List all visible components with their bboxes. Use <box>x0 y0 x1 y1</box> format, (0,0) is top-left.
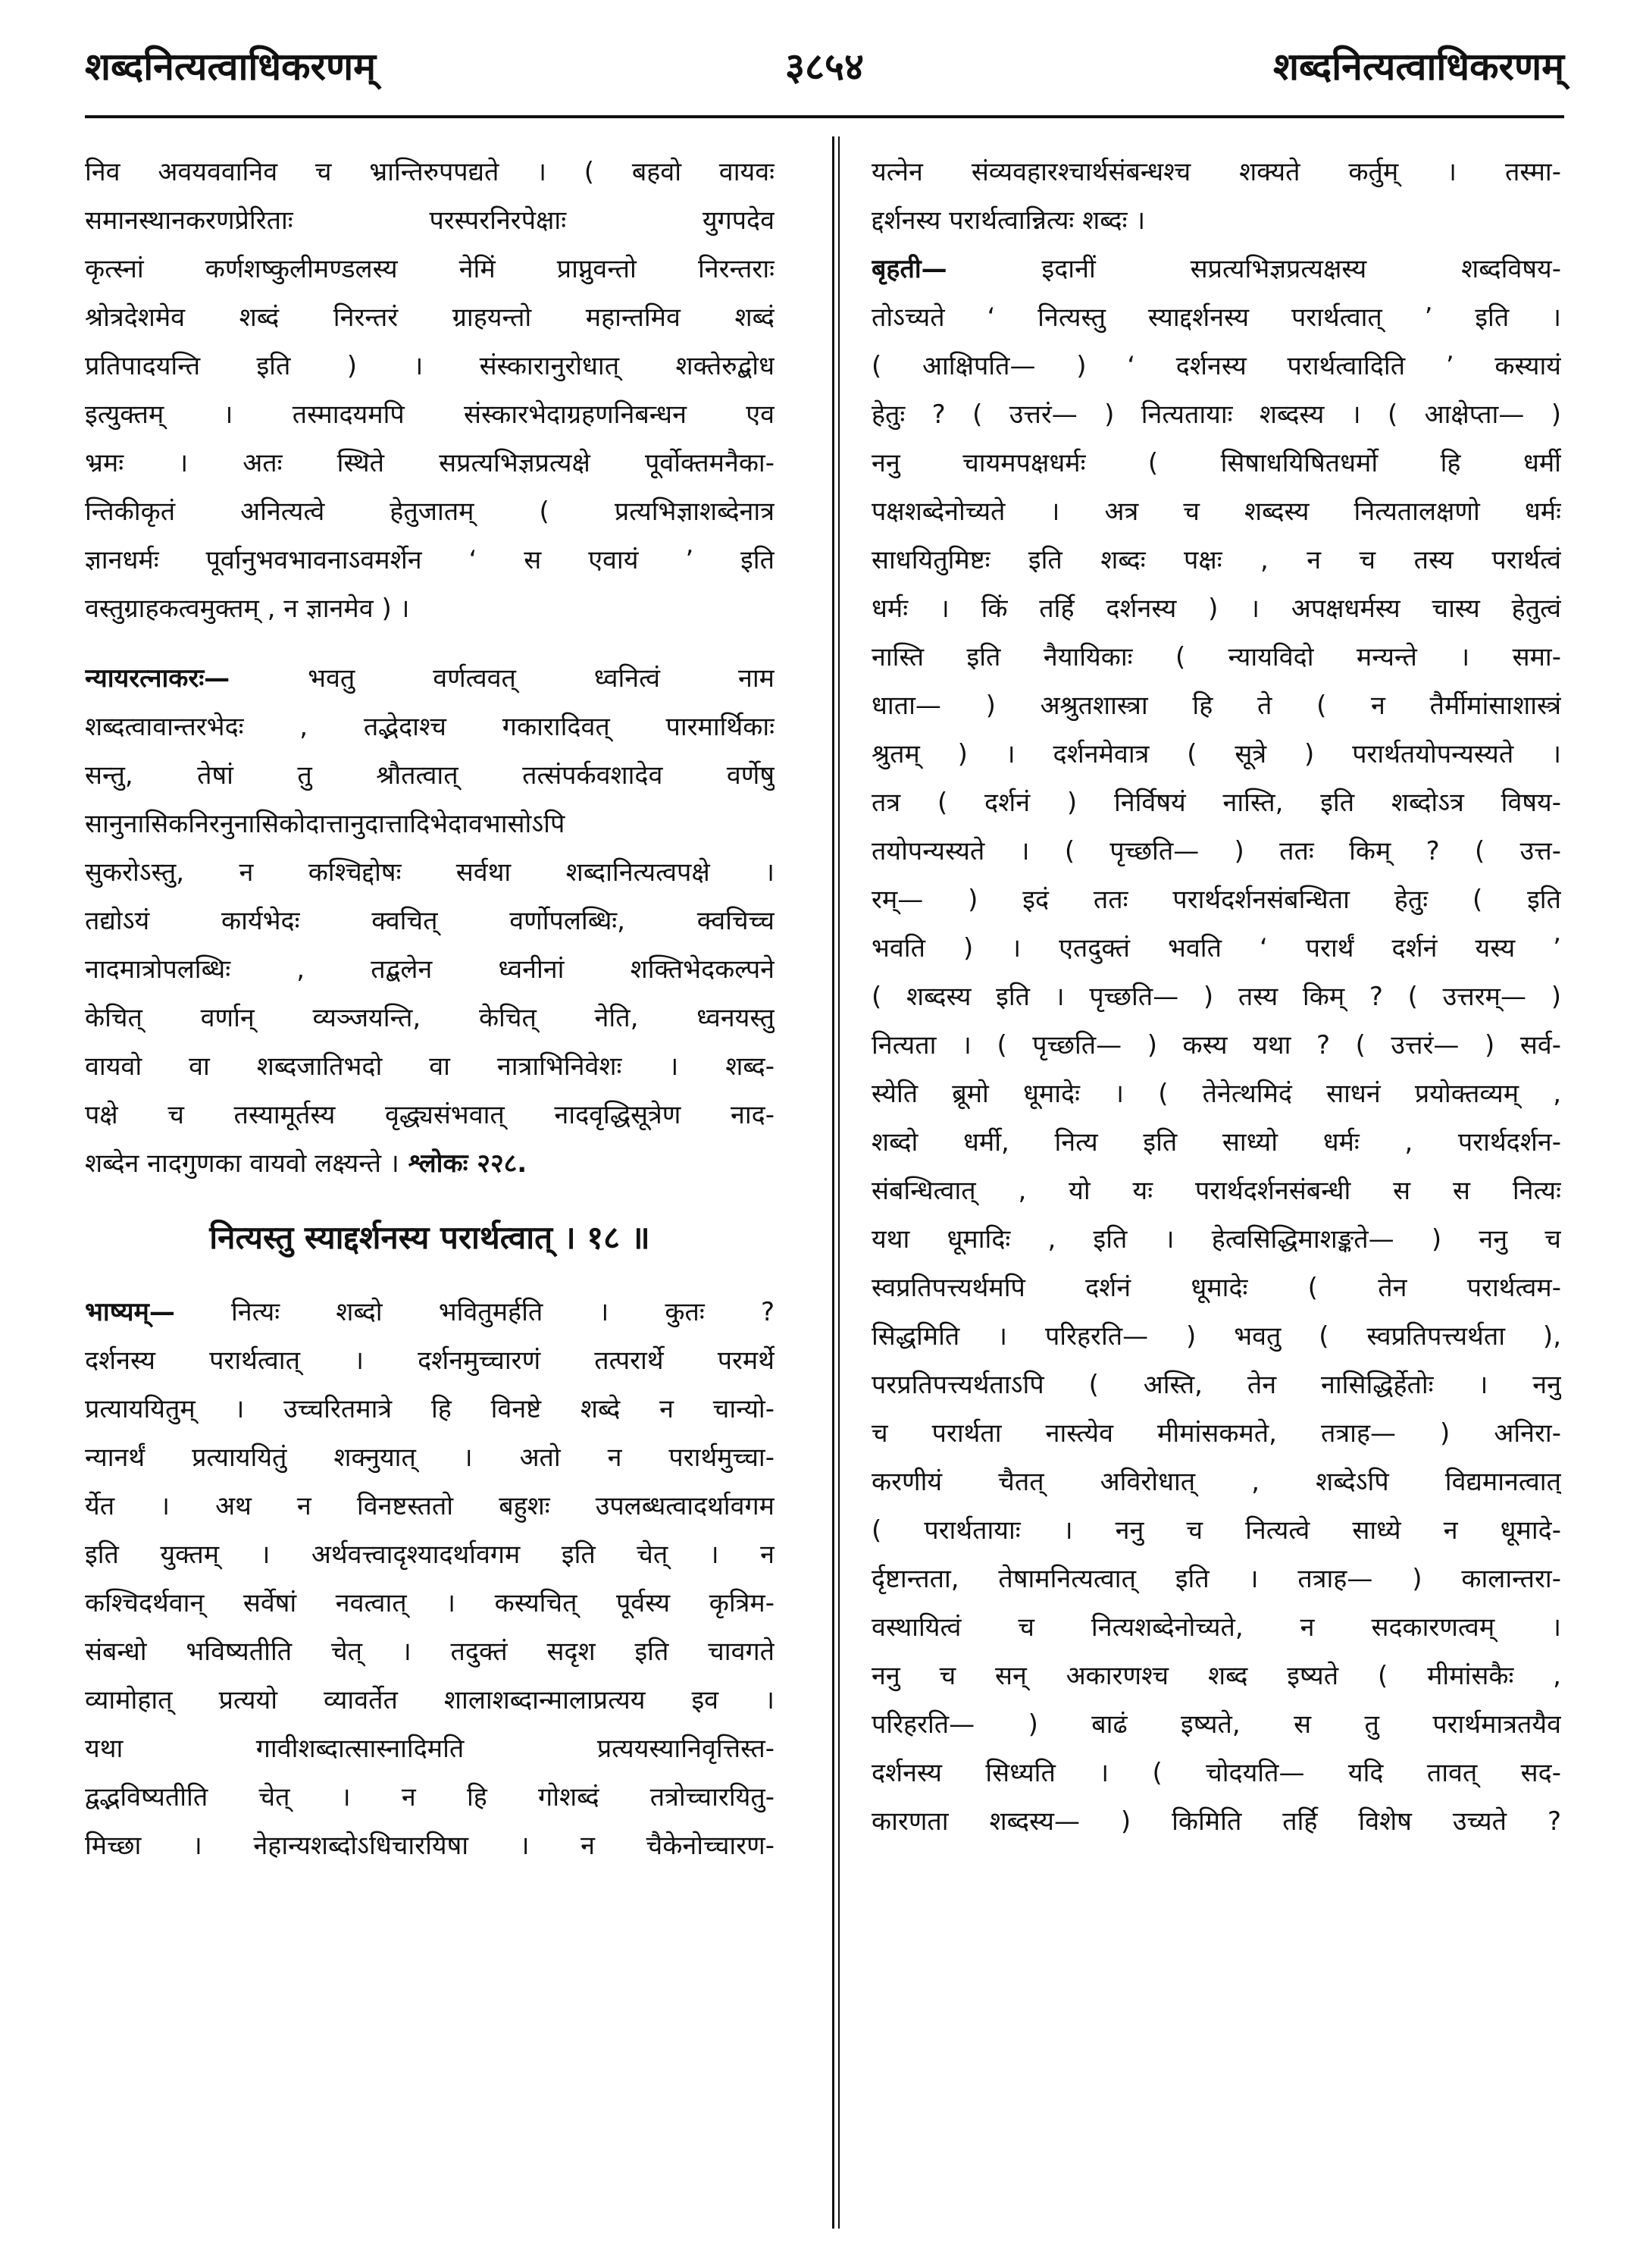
text-line: वस्थायित्वं च नित्यशब्देनोच्यते, न सदकारणत्वम् । <box>872 1612 1561 1643</box>
text-line: तद्योऽयं कार्यभेदः क्वचित् वर्णोपलब्धिः, क्वचिच्च <box>85 906 775 936</box>
text-line: इत्युक्तम् । तस्मादयमपि संस्कारभेदाग्रहणनिबन्धन एव <box>85 399 775 430</box>
text-line: शब्दो धर्मी, नित्य इति साध्यो धर्मः , परार्थदर्शन- <box>872 1127 1561 1157</box>
text-line: ( आक्षिपति— ) ‘ दर्शनस्य परार्थत्वादिति ’ कस्यायं <box>872 351 1561 381</box>
left-column <box>85 148 775 1870</box>
text-line: भवति ) । एतदुक्तं भवति ‘ परार्थं दर्शनं यस्य ’ <box>872 933 1561 963</box>
text-line: मिच्छा । नेहान्यशब्दोऽधिचारयिषा । न चैकेनोच्चारण- <box>85 1831 775 1861</box>
paragraph-gap <box>85 1267 775 1288</box>
text-line: भ्रमः । अतः स्थिते सप्रत्यभिज्ञप्रत्यक्षे पूर्वोक्तमनैका- <box>85 448 775 478</box>
text-line: हेतुः ? ( उत्तरं— ) नित्यतायाः शब्दस्य । ( आक्षेप्ता— ) <box>872 399 1561 430</box>
column-divider-inner <box>838 136 840 2229</box>
column-divider <box>832 136 834 2229</box>
text-line: न्यानर्थं प्रत्याययितुं शक्नुयात् । अतो न परार्थमुच्चा- <box>85 1443 775 1473</box>
text-line: श्रुतम् ) । दर्शनमेवात्र ( सूत्रे ) परार्थतयोपन्यस्यते । <box>872 739 1561 769</box>
text-line: यथा गावीशब्दात्सास्नादिमति प्रत्ययस्यानिवृत्तिस्त- <box>85 1734 775 1764</box>
text-line: दर्शनस्य परार्थत्वात् । दर्शनमुच्चारणं तत्परार्थे परमर्थे <box>85 1345 775 1376</box>
text-line: वायवो वा शब्दजातिभदो वा नात्राभिनिवेशः । शब्द- <box>85 1051 775 1082</box>
running-title-right: शब्दनित्यत्वाधिकरणम् <box>1273 45 1564 89</box>
text-line: केचित् वर्णान् व्यञ्जयन्ति, केचित् नेति, ध्वनयस्तु <box>85 1003 775 1033</box>
text-line: ज्ञानधर्मः पूर्वानुभवभावनाऽवमर्शेन ‘ स एवायं ’ इति <box>85 545 775 575</box>
text-line: साधयितुमिष्टः इति शब्दः पक्षः , न च तस्य परार्थत्वं <box>872 545 1561 575</box>
text-segment: नित्यः शब्दो भवितुमर्हति । कुतः ? <box>174 1297 775 1327</box>
text-line: निव अवयववानिव च भ्रान्तिरुपपद्यते । ( बहवो वायवः <box>85 157 775 187</box>
text-line: र्दृष्टान्तता, तेषामनित्यत्वात् इति । तत्राह— ) कालान्तरा- <box>872 1564 1561 1594</box>
text-line: नादमात्रोपलब्धिः , तद्बलेन ध्वनीनां शक्तिभेदकल्पने <box>85 954 775 985</box>
text-line: कृत्स्नां कर्णशष्कुलीमण्डलस्य नेमिं प्राप्नुवन्तो निरन्तराः <box>85 254 775 284</box>
text-line: परप्रतिपत्त्यर्थताऽपि ( अस्ति, तेन नासिद्धिर्हेतोः । ननु <box>872 1370 1561 1400</box>
text-line: नास्ति इति नैयायिकाः ( न्यायविदो मन्यन्ते । समा- <box>872 642 1561 672</box>
text-line: करणीयं चैतत् अविरोधात् , शब्देऽपि विद्यमानत्वात् <box>872 1467 1561 1497</box>
text-line: व्यामोहात् प्रत्ययो व्यावर्तेत शालाशब्दान्मालाप्रत्यय इव । <box>85 1685 775 1715</box>
text-line: कारणता शब्दस्य— ) किमिति तर्हि विशेष उच्यते ? <box>872 1806 1561 1837</box>
text-line: धाता— ) अश्रुतशास्त्रा हि ते ( न तैर्मीमांसाशास्त्रं <box>872 691 1561 721</box>
text-line: श्रोत्रदेशमेव शब्दं निरन्तरं ग्राहयन्तो महान्तमिव शब्दं <box>85 302 775 333</box>
text-line: ननु चायमपक्षधर्मः ( सिषाधयिषितधर्मो हि धर्मी <box>872 448 1561 478</box>
text-line: सिद्धमिति । परिहरति— ) भवतु ( स्वप्रतिपत्त्यर्थता ), <box>872 1321 1561 1352</box>
text-line: च परार्थता नास्त्येव मीमांसकमते, तत्राह— ) अनिरा- <box>872 1418 1561 1449</box>
text-line: इति युक्तम् । अर्थवत्त्वादृश्यादर्थावगम इति चेत् । न <box>85 1540 775 1570</box>
text-line: स्वप्रतिपत्त्यर्थमपि दर्शनं धूमादेः ( तेन परार्थत्वम- <box>872 1273 1561 1303</box>
text-segment: शब्देन नादगुणका वायवो लक्ष्यन्ते । <box>85 1148 399 1179</box>
text-segment: इदानीं सप्रत्यभिज्ञप्रत्यक्षस्य शब्दविषय- <box>947 254 1561 284</box>
text-line: दर्शनस्य सिध्यति । ( चोदयति— यदि तावत् सद- <box>872 1758 1561 1788</box>
paragraph-gap <box>85 1188 775 1209</box>
text-line: यत्नेन संव्यवहारश्चार्थसंबन्धश्च शक्यते कर्तुम् । तस्मा- <box>872 157 1561 187</box>
text-segment: भवतु वर्णत्ववत् ध्वनित्वं नाम <box>230 663 775 694</box>
text-line: प्रत्याययितुम् । उच्चरितमात्रे हि विनष्टे शब्दे न चान्यो- <box>85 1394 775 1424</box>
text-line: ( शब्दस्य इति । पृच्छति— ) तस्य किम् ? ( उत्तरम्— ) <box>872 982 1561 1012</box>
text-line <box>85 1288 775 1336</box>
text-line: न्तिकीकृतं अनित्यत्वे हेतुजातम् ( प्रत्यभिज्ञाशब्देनात्र <box>85 497 775 527</box>
text-line: तोऽच्यते ‘ नित्यस्तु स्याद्दर्शनस्य परार्थत्वात् ’ इति । <box>872 302 1561 333</box>
text-line: समानस्थानकरणप्रेरिताः परस्परनिरपेक्षाः युगपदेव <box>85 205 775 236</box>
paragraph-gap <box>85 633 775 654</box>
text-line: पक्षे च तस्यामूर्तस्य वृद्ध्यसंभवात् नादवृद्धिसूत्रेण नाद- <box>85 1100 775 1130</box>
sutra-heading: नित्यस्तु स्याद्दर्शनस्य परार्थत्वात् । १८ ॥ <box>209 1219 650 1256</box>
text-line: तत्र ( दर्शनं ) निर्विषयं नास्ति, इति शब्दोऽत्र विषय- <box>872 788 1561 818</box>
text-line: रम्— ) इदं ततः परार्थदर्शनसंबन्धिता हेतुः ( इति <box>872 885 1561 915</box>
right-column <box>872 148 1561 1846</box>
text-line <box>872 245 1561 293</box>
text-line: द्दर्शनस्य परार्थत्वान्नित्यः शब्दः । <box>872 205 1146 236</box>
text-line: प्रतिपादयन्ति इति ) । संस्कारानुरोधात् शक्तेरुद्बोध <box>85 351 775 381</box>
text-line: नित्यता । ( पृच्छति— ) कस्य यथा ? ( उत्तरं— ) सर्व- <box>872 1030 1561 1060</box>
text-line: सानुनासिकनिरनुनासिकोदात्तानुदात्तादिभेदावभासोऽपि <box>85 809 565 839</box>
text-line: कश्चिदर्थवान् सर्वेषां नवत्वात् । कस्यचित् पूर्वस्य कृत्रिम- <box>85 1588 775 1618</box>
text-line: संबन्धित्वात् , यो यः परार्थदर्शनसंबन्धी स स नित्यः <box>872 1176 1561 1206</box>
text-line <box>85 1139 775 1188</box>
brihati-label: बृहती— <box>872 254 947 284</box>
bhashya-label: भाष्यम्— <box>85 1297 175 1327</box>
text-line: र्येत । अथ न विनष्टस्ततो बहुशः उपलब्धत्वादर्थावगम <box>85 1491 775 1521</box>
text-line: पक्षशब्देनोच्यते । अत्र च शब्दस्य नित्यतालक्षणो धर्मः <box>872 497 1561 527</box>
running-head <box>85 36 1564 97</box>
text-line: स्येति ब्रूमो धूमादेः । ( तेनेत्थमिदं साधनं प्रयोक्तव्यम् , <box>872 1079 1561 1109</box>
text-line: परिहरति— ) बाढं इष्यते, स तु परार्थमात्रतयैव <box>872 1709 1561 1740</box>
running-title-left: शब्दनित्यत्वाधिकरणम् <box>85 45 376 89</box>
text-line <box>85 654 775 703</box>
text-line: सन्तु, तेषां तु श्रौतत्वात् तत्संपर्कवशादेव वर्णेषु <box>85 760 775 791</box>
sloka-reference: श्लोकः २२८. <box>399 1148 527 1179</box>
page-number: ३८५४ <box>785 45 864 89</box>
text-line: ( परार्थतायाः । ननु च नित्यत्वे साध्ये न धूमादे- <box>872 1515 1561 1546</box>
text-line: शब्दत्वावान्तरभेदः , तद्भेदाश्च गकारादिवत् पारमार्थिकाः <box>85 712 775 742</box>
nyaya-ratnakara-label: न्यायरत्नाकरः— <box>85 663 230 694</box>
text-line: संबन्धो भविष्यतीति चेत् । तदुक्तं सदृश इति चावगते <box>85 1637 775 1667</box>
header-rule <box>85 115 1564 118</box>
text-line: द्वद्भविष्यतीति चेत् । न हि गोशब्दं तत्रोच्चारयितु- <box>85 1782 775 1812</box>
text-line: यथा धूमादिः , इति । हेत्वसिद्धिमाशङ्कते— ) ननु च <box>872 1224 1561 1255</box>
text-line: ननु च सन् अकारणश्च शब्द इष्यते ( मीमांसकैः , <box>872 1661 1561 1691</box>
text-line: तयोपन्यस्यते । ( पृच्छति— ) ततः किम् ? ( उत्त- <box>872 836 1561 866</box>
text-line: वस्तुग्राहकत्वमुक्तम् , न ज्ञानमेव ) । <box>85 594 410 624</box>
text-line: धर्मः । किं तर्हि दर्शनस्य ) । अपक्षधर्मस्य चास्य हेतुत्वं <box>872 594 1561 624</box>
text-line: सुकरोऽस्तु, न कश्चिद्दोषः सर्वथा शब्दानित्यत्वपक्षे । <box>85 857 775 888</box>
